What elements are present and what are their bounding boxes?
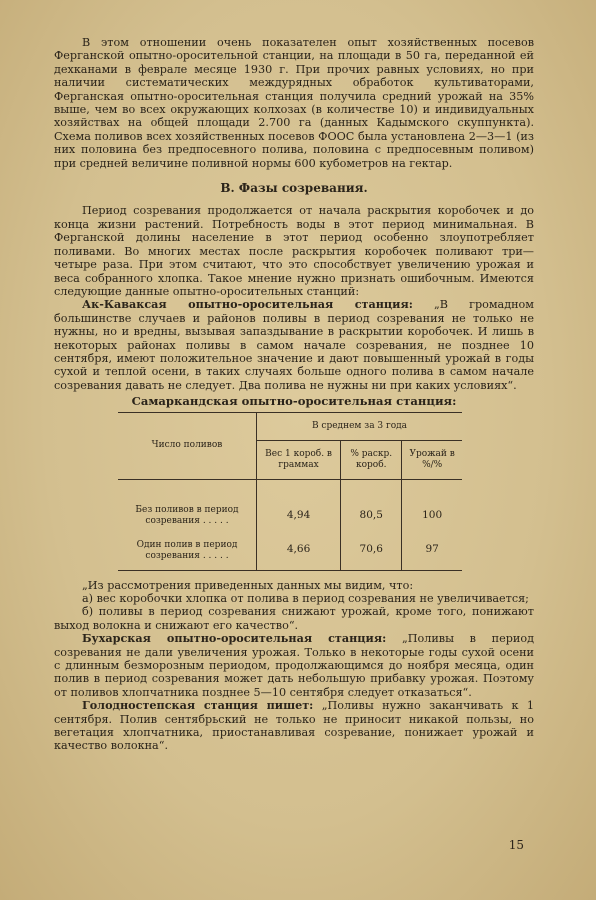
table-row: [118, 502, 462, 530]
data-table: [118, 412, 462, 571]
table-row: [118, 530, 462, 571]
page-number: 15: [508, 838, 524, 852]
section-heading: В. Фазы созревания.: [220, 181, 368, 196]
header-boll-weight: Вес 1 короб. в граммах: [257, 440, 341, 479]
paragraph-conclusion-intro: „Из рассмотрения приведенных данных мы видим, что:: [82, 578, 414, 592]
paragraph-ferghana-experience: В этом отношении очень показателен опыт хозяйственных посевов Ферганской опытно-оросительной станции, на площади в 50 га, переданной ей дехканами в феврале месяце 1930 г. При прочих равных условиях, но при наличии систематических междурядных обработок культиваторами, Ферганская опытно-оросительная станция получила средний урожай на 35% выше, чем во всех окружающих колхозах (в количестве 10) и индивидуальных хозяйствах на общей площади 2.700 га (данных Кадымского скуппункта). Схема поливов всех хозяйственных посевов ФООС была установлена 2—3—1 (из них половина без предпосевного полива, половина с предпосевным поливом) при средней величине поливной нормы 600 кубометров на гектар.: [54, 36, 534, 170]
paragraph-golodnaya-steppe-station: [54, 699, 534, 753]
golodnaya-steppe-quote: „Поливы нужно заканчивать к 1 сентября. Полив сентябрьский не только не приносит никакой пользы, но вегетация хлопчатника, приостанавливая созревание, понижает урожай и качество волокна“.: [54, 699, 534, 753]
cell-boll-weight: 4,94: [257, 502, 341, 530]
ak-kavak-quote: „В громадном большинстве случаев и районов поливы в период созревания не только не нужны, но и вредны, вызывая запаздывание в раскрытии коробочек. И лишь в некоторых районах поливы в самом начале созревания, не позднее 10 сентября, имеют положительное значение и дают повышенный урожай в годы сухой и теплой осени, в таких случаях больше одного полива в самом начале созревания давать не следует. Два полива не нужны ни при каких условиях“.: [54, 298, 534, 392]
row-label: Без поливов в период созревания . . . . .: [135, 504, 239, 526]
station-name-ak-kavak: Ак-Каваксая опытно-оросительная станция:: [82, 297, 413, 312]
cell-open-bolls: 70,6: [341, 530, 402, 571]
paragraph-conclusion-a: а) вес коробочки хлопка от полива в период созревания не увеличивается;: [82, 591, 529, 605]
cell-yield: 97: [402, 530, 462, 571]
header-yield: Урожай в %/%: [402, 440, 462, 479]
station-name-bukhara: Бухарская опытно-оросительная станция:: [82, 631, 387, 646]
cell-yield: 100: [402, 502, 462, 530]
paragraph-maturation-period: Период созревания продолжается от начала раскрытия коробочек и до конца жизни растений. Потребность воды в этот период минимальная. В Ферганской долины население в этот период особенно злоупотребляет поливами. Во многих местах после раскрытия коробочек поливают три—четыре раза. При этом считают, что это способствует увеличению урожая и веса собранного хлопка. Такое мнение нужно признать ошибочным. Имеются следующие данные опытно-оросительных станций:: [54, 204, 534, 298]
page-content: [54, 36, 534, 753]
header-open-bolls: % раскр. короб.: [341, 440, 402, 479]
paragraph-conclusion-b: б) поливы в период созревания снижают урожай, кроме того, понижают выход волокна и снижают его качество“.: [54, 605, 534, 632]
header-irrigation-count: Число поливов: [118, 412, 257, 479]
row-label: Один полив в период созревания . . . . .: [136, 539, 238, 561]
header-three-year-average: В среднем за 3 года: [257, 412, 463, 440]
station-name-golodnaya-steppe: Голодностепская станция пишет:: [82, 698, 314, 713]
paragraph-bukhara-station: [54, 632, 534, 699]
cell-boll-weight: 4,66: [257, 530, 341, 571]
bukhara-quote: „Поливы в период созревания не дали увеличения урожая. Только в некоторые годы сухой осени с длинным безморозным периодом, продолжающимся до ноября месяца, один полив в период созревания может дать небольшую прибавку урожая. Поэтому от поливов хлопчатника позднее 5—10 сентября следует отказаться“.: [54, 632, 534, 699]
paragraph-ak-kavak-station: [54, 298, 534, 392]
table-title: Самаркандская опытно-оросительная станция:: [131, 394, 457, 409]
cell-open-bolls: 80,5: [341, 502, 402, 530]
